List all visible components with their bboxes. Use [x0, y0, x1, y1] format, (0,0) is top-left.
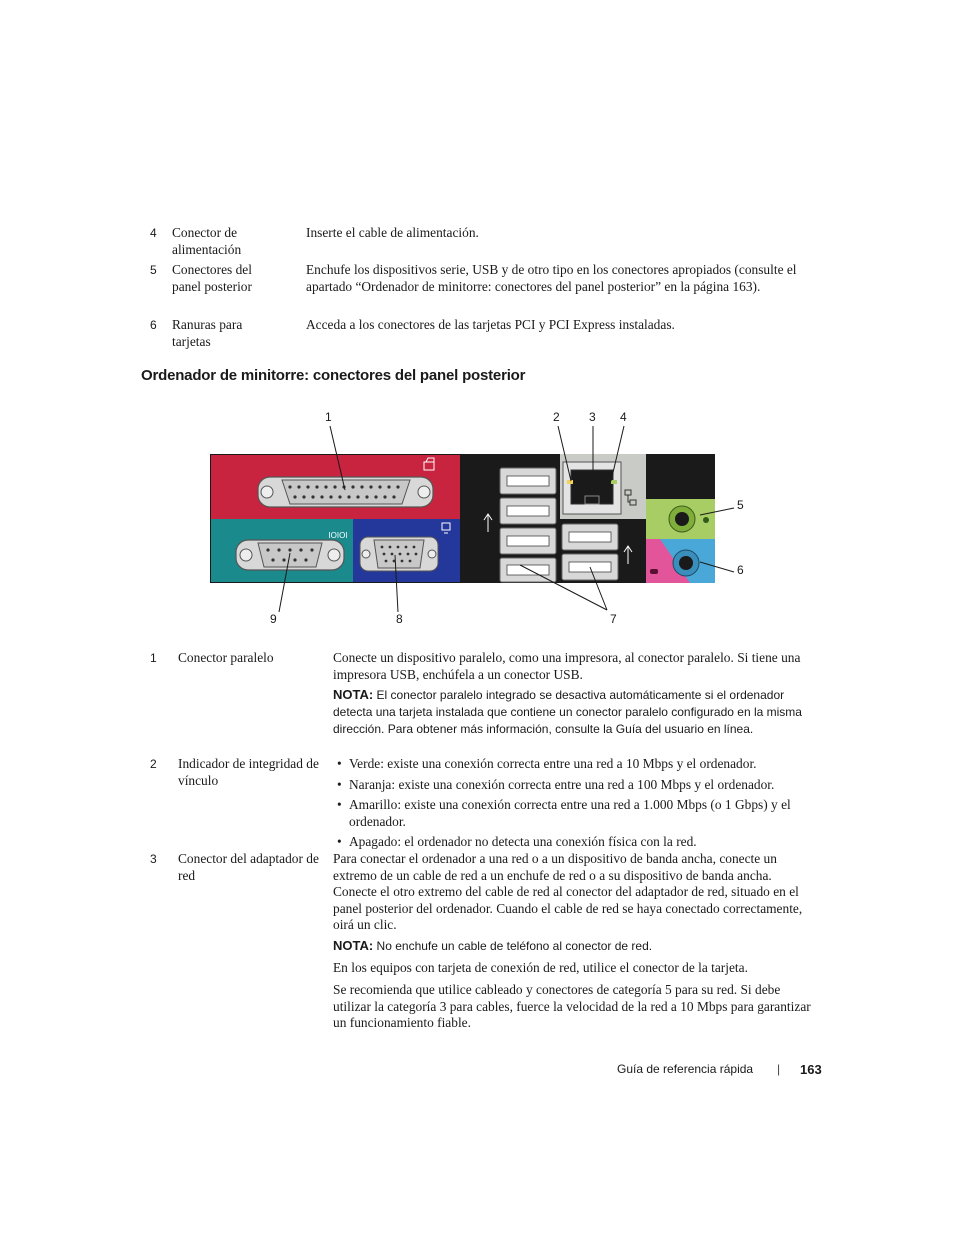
row-description: [333, 756, 813, 855]
callout-3: 3: [589, 410, 596, 424]
table-row: [150, 650, 820, 753]
footer-guide-title: Guía de referencia rápida: [617, 1062, 754, 1076]
callout-7: 7: [610, 612, 617, 626]
serial-port-label: IOIOI: [328, 531, 348, 540]
note-text: El conector paralelo integrado se desactiva automáticamente si el ordenador detecta una tarjeta instalada que contiene un conector paralelo configurado en la misma dirección. Para obtener más información, consulte la Guía del usuario en línea.: [333, 688, 802, 736]
row-description: Acceda a los conectores de las tarjetas PCI y PCI Express instaladas.: [306, 317, 675, 332]
network-connector: [563, 462, 621, 514]
table-row: [150, 317, 810, 353]
bullet-list: [333, 756, 813, 851]
list-item: • Verde: existe una conexión correcta entre una red a 10 Mbps y el ordenador.: [333, 756, 813, 773]
note: [333, 937, 813, 955]
list-item: • Apagado: el ordenador no detecta una conexión física con la red.: [333, 834, 813, 851]
row-number: 3: [150, 852, 157, 866]
row-description: [333, 650, 813, 743]
callout-1: 1: [325, 410, 332, 424]
callout-6: 6: [737, 563, 744, 577]
back-panel-illustration: [0, 400, 954, 640]
line-in-jack: [673, 550, 699, 576]
back-panel-figure: [0, 400, 954, 640]
row-label: Conector paralelo: [178, 650, 274, 665]
row-number: 2: [150, 757, 157, 771]
callout-5: 5: [737, 498, 744, 512]
page-number: 163: [800, 1062, 822, 1077]
table-row: [150, 225, 810, 261]
speaker-icon: [703, 517, 709, 523]
description-text: Se recomienda que utilice cableado y conectores de categoría 5 para su red. Si debe utilizar la categoría 3 para cables, fuerce la velocidad de la red a 10 Mbps para garantizar un funcionamiento fiable.: [333, 982, 811, 1030]
row-number: 6: [150, 318, 157, 332]
row-number: 4: [150, 226, 157, 240]
note: [333, 686, 813, 738]
section-title: Ordenador de minitorre: conectores del panel posterior: [141, 367, 526, 384]
note-label: NOTA:: [333, 687, 374, 702]
row-description: Inserte el cable de alimentación.: [306, 225, 479, 240]
row-description: Enchufe los dispositivos serie, USB y de otro tipo en los conectores apropiados (consulte el apartado “Ordenador de minitorre: conectores del panel posterior” en la página 163).: [306, 262, 797, 294]
callout-2: 2: [553, 410, 560, 424]
note-text: No enchufe un cable de teléfono al conector de red.: [376, 938, 653, 953]
row-label: Indicador de integridad de vínculo: [178, 756, 319, 788]
callout-8: 8: [396, 612, 403, 626]
description-text: En los equipos con tarjeta de conexión de red, utilice el conector de la tarjeta.: [333, 959, 748, 975]
callout-9: 9: [270, 612, 277, 626]
row-label: Conector de alimentación: [172, 225, 242, 257]
vga-connector: [360, 537, 438, 571]
row-description: [333, 851, 813, 1038]
table-row: [150, 262, 810, 314]
parallel-connector: [258, 477, 433, 507]
line-out-jack: [669, 506, 695, 532]
table-row: [150, 756, 820, 851]
description-text: Conecte un dispositivo paralelo, como una impresora, al conector paralelo. Si tiene una impresora USB, enchúfela a un conector USB.: [333, 650, 801, 682]
note-label: NOTA:: [333, 937, 374, 953]
mic-icon: [650, 569, 658, 574]
row-label: Conector del adaptador de red: [178, 851, 319, 883]
description-text: Para conectar el ordenador a una red o a un dispositivo de banda ancha, conecte un extremo de un cable de red a un enchufe de red o a su dispositivo de banda ancha. Conecte el otro extremo del cable de red al conector del adaptador de red, situado en el panel posterior del ordenador. Cuando el cable de red se haya conectado correctamente, oirá un clic.: [333, 851, 803, 932]
footer-separator: |: [777, 1062, 781, 1076]
table-row: [150, 851, 820, 1031]
list-item: • Naranja: existe una conexión correcta entre una red a 100 Mbps y el ordenador.: [333, 777, 813, 794]
row-number: 1: [150, 651, 157, 665]
row-number: 5: [150, 263, 157, 277]
row-label: Ranuras para tarjetas: [172, 317, 243, 349]
row-label: Conectores del panel posterior: [172, 262, 252, 294]
list-item: • Amarillo: existe una conexión correcta entre una red a 1.000 Mbps (o 1 Gbps) y el ordenador.: [333, 797, 813, 830]
callout-4: 4: [620, 410, 627, 424]
